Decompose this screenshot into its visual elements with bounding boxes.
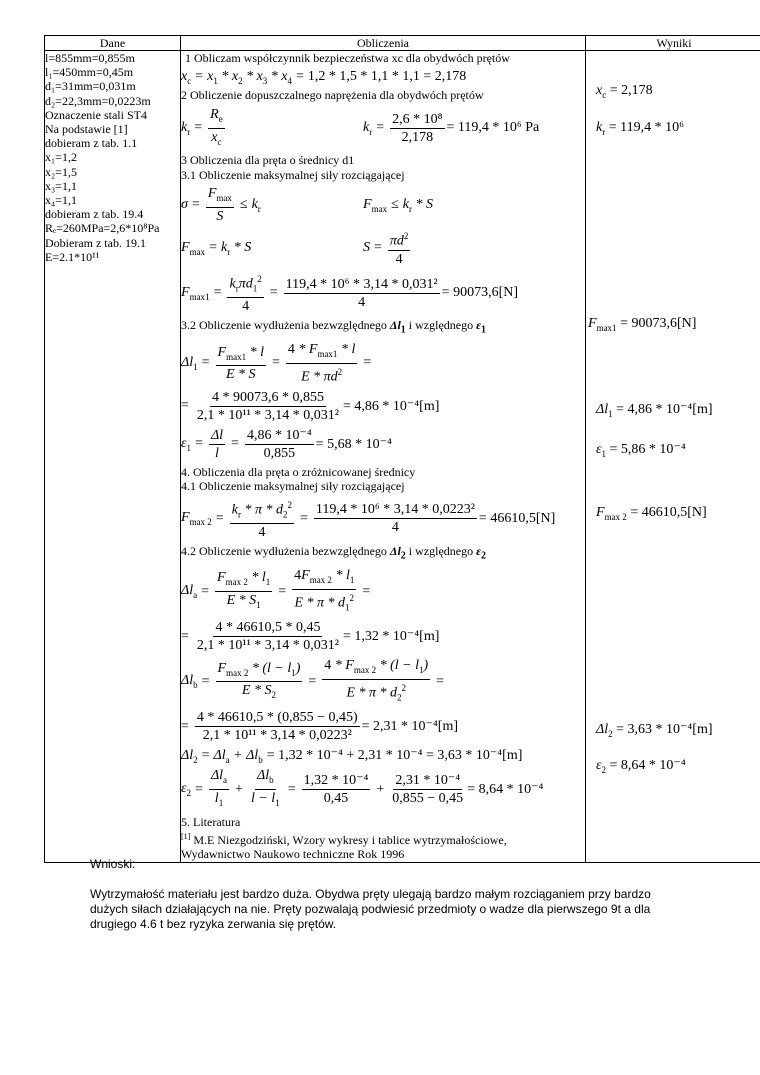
value-fmax1-result: = 90073,6[N] xyxy=(441,285,519,301)
result-e1: $\varepsilon_1 = 5,86 * 10^{-4}$ xyxy=(596,442,686,459)
result-fmax2: $F_{max 2} = 46610,5[N]$ xyxy=(596,505,707,522)
value-xc: 1,2 * 1,5 * 1,1 * 1,1 = 2,178 xyxy=(307,68,467,84)
dane-column xyxy=(45,51,181,863)
formula-dla: $\Delta l_a$ = $\frac{F_{max 2} * l_1}{E * S_1}$ = $\frac{4F_{max 2} * l_1}{E * \pi * d_1^2}$ = xyxy=(181,567,371,613)
header-obliczenia: Obliczenia xyxy=(181,36,586,51)
value-fmax1-num: 119,4 * 10⁶ * 3,14 * 0,031² xyxy=(285,276,438,292)
section-5-heading: 5. Literatura xyxy=(181,815,241,830)
literature-item: [1] M.E Niezgodziński, Wzory wykresy i tablice wytrzymałościowe, xyxy=(181,831,507,847)
section-4-1-heading: 4.1 Obliczenie maksymalnej siły rozciągającej xyxy=(181,479,405,494)
value-dla-den: 2,1 * 10¹¹ * 3,14 * 0,031² xyxy=(196,638,339,654)
value-dl1-result: = 4,86 * 10⁻⁴[m] xyxy=(343,398,440,414)
formula-dl2: $\Delta l_2$ = $\Delta l_a + \Delta l_b$ = 1,32 * 10⁻⁴ + 2,31 * 10⁻⁴ = 3,63 * 10⁻⁴[m] xyxy=(181,747,523,765)
formula-dl1-value: = $\frac{4 * 90073,6 * 0,855}{\text{2,1 * 10¹¹ * 3,14 * 0,031²}}$ = 4,86 * 10⁻⁴[m] xyxy=(181,389,440,423)
value-e2-d1: 0,45 xyxy=(323,791,349,807)
section-4-2-text: 4.2 Obliczenie wydłużenia bezwzględnego xyxy=(181,544,387,559)
value-dlb-num: 4 * 46610,5 * (0,855 − 0,45) xyxy=(196,710,358,726)
value-e1-num: 4,86 * 10⁻⁴ xyxy=(246,427,312,443)
section-3-heading: 3 Obliczenia dla pręta o średnicy d1 xyxy=(181,153,355,168)
table-header-row xyxy=(45,36,760,51)
formula-kr: $k_r$ = $\frac{R_e}{x_c}$ $k_r$ = $\frac{\text{2,6 * 10⁸}}{2,178}$ = 119,4 * 10⁶ Pa xyxy=(181,106,540,147)
value-e2-result: = 8,64 * 10⁻⁴ xyxy=(467,782,544,798)
value-dlb-den: 2,1 * 10¹¹ * 3,14 * 0,0223² xyxy=(202,728,352,744)
value-dla-num: 4 * 46610,5 * 0,45 xyxy=(215,620,321,636)
value-e2-n1: 1,32 * 10⁻⁴ xyxy=(303,773,369,789)
value-e1-den: 0,855 xyxy=(263,445,296,461)
result-xc: $x_c = 2,178$ xyxy=(596,83,653,100)
dane-line: x₁=1,2 xyxy=(45,150,77,165)
value-dlb-result: = 2,31 * 10⁻⁴[m] xyxy=(361,719,459,735)
formula-fmax-s: $F_{max}$ = $k_r$ * S S = $\frac{\pi d^2}{4}$ xyxy=(181,228,585,268)
result-kr: $k_r = 119,4 * 10^6$ xyxy=(596,120,684,137)
formula-dl1: $\Delta l_1$ = $\frac{F_{max1} * l}{E * S}$ = $\frac{4 * F_{max1} * l}{E * \pi d^2}$ = xyxy=(181,342,372,385)
value-fmax2-num: 119,4 * 10⁶ * 3,14 * 0,0223² xyxy=(315,502,475,518)
result-dl1: $\Delta l_1 = 4,86 * 10^{-4}[m]$ xyxy=(596,402,713,419)
dane-line: dobieram z tab. 1.1 xyxy=(45,136,138,151)
literature-item-publisher: Wydawnictwo Naukowo techniczne Rok 1996 xyxy=(181,847,405,862)
formula-dlb-value: = $\frac{4 * 46610,5 * (0,855 - 0,45)}{\text{2,1 * 10¹¹ * 3,14 * 0,0223²}}$ = 2,31 * 10⁻⁴[m] xyxy=(181,710,459,744)
conclusions xyxy=(90,857,670,947)
value-e2-d2: 0,855 − 0,45 xyxy=(392,791,464,807)
value-e1-result: = 5,68 * 10⁻⁴ xyxy=(315,436,392,452)
conclusions-title: Wnioski: xyxy=(90,857,136,871)
dane-line: Oznaczenie stali ST4 xyxy=(45,107,147,122)
result-dl2: $\Delta l_2 = 3,63 * 10^{-4}[m]$ xyxy=(596,722,713,739)
formula-sigma: σ = $\frac{F_{max}}{S}$ ≤ $k_r$ $F_{max}$ ≤ $k_r$ * S xyxy=(181,186,433,225)
section-4-heading: 4. Obliczenia dla pręta o zróżnicowanej średnicy xyxy=(181,464,416,479)
section-4-2-heading: 4.2 Obliczenie wydłużenia bezwzględnego $\Delta l_2$ i względnego $\varepsilon_2$ xyxy=(181,544,487,562)
section-3-2-heading: 3.2 Obliczenie wydłużenia bezwzględnego $\Delta l_1$ i względnego $\varepsilon_1$ xyxy=(181,318,487,336)
dane-line: dobieram z tab. 19.4 xyxy=(45,207,144,222)
dane-line: Na podstawie [1] xyxy=(45,122,128,137)
dane-line: E=2.1*10¹¹ xyxy=(45,249,100,264)
formula-fmax2: $F_{max 2}$ = $\frac{k_r * \pi * d_2^2}{4}$ = $\frac{\text{119,4 * 10⁶ * 3,14 * 0,0223²}}{4}$ = 46610,5[N] xyxy=(181,497,585,541)
header-wyniki: Wyniki xyxy=(586,36,760,51)
formula-e1: $\varepsilon_1$ = $\frac{\Delta l}{l}$ = $\frac{\text{4,86 * 10⁻⁴}}{0,855}$ = 5,68 * 10⁻⁴ xyxy=(181,427,392,461)
formula-e2: $\varepsilon_2$ = $\frac{\Delta l_a}{l_1}$ + $\frac{\Delta l_b}{l - l_1}$ = $\frac{\text{1,32 * 10⁻⁴}}{0,45}$ + $\frac{\text{2,31 * 10⁻⁴}}{0,855 - 0,45}$ = 8,64 * 10⁻⁴ xyxy=(181,768,544,809)
value-dla-result: = 1,32 * 10⁻⁴[m] xyxy=(343,629,440,645)
formula-xc: $x_c$ = $x_1 * x_2 * x_3 * x_4$ = 1,2 * 1,5 * 1,1 * 1,1 = 2,178 xyxy=(181,68,467,86)
result-fmax1: $F_{max1} = 90073,6[N]$ xyxy=(588,316,697,333)
dane-line: x₄=1,1 xyxy=(45,193,77,208)
value-dl1-den: 2,1 * 10¹¹ * 3,14 * 0,031² xyxy=(196,407,339,423)
formula-dlb: $\Delta l_b$ = $\frac{F_{max 2} * (l - l_1)}{E * S_2}$ = $\frac{4 * F_{max 2} * (l - l_1)}{E * \pi * d_2^2}$ = xyxy=(181,658,445,703)
conclusions-text: Wytrzymałość materiału jest bardzo duża. Obydwa pręty ulegają bardzo małym rozciąganiem przy bardzo dużych siłach działających na nie. Pręty pozwalają podwiesić przedmioty o wadze dla pierwszego 9t a dla drugiego 4.6 t bez ryzyka zerwania się prętów. xyxy=(90,887,651,931)
section-3-2-text: 3.2 Obliczenie wydłużenia bezwzględnego xyxy=(181,318,387,333)
dane-line: l=855mm=0,855m xyxy=(45,51,135,65)
dane-line: l₁=450mm=0,45m xyxy=(45,65,134,80)
section-4-2-text-b: i względnego xyxy=(408,544,474,559)
section-1-heading: 1 Obliczam współczynnik bezpieczeństwa xc dla obydwóch prętów xyxy=(185,51,510,65)
dane-line: Dobieram z tab. 19.1 xyxy=(45,235,146,250)
result-e2: $\varepsilon_2 = 8,64 * 10^{-4}$ xyxy=(596,758,686,775)
formula-fmax1: $F_{max1}$ = $\frac{k_r\pi d_1^2}{4}$ = $\frac{\text{119,4 * 10⁶ * 3,14 * 0,031²}}{4}$ = 90073,6[N] xyxy=(181,271,585,315)
formula-dla-value: = $\frac{4 * 46610,5 * 0,45}{\text{2,1 * 10¹¹ * 3,14 * 0,031²}}$ = 1,32 * 10⁻⁴[m] xyxy=(181,620,440,654)
value-e2-n2: 2,31 * 10⁻⁴ xyxy=(395,773,461,789)
dane-line: Rₑ=260MPa=2,6*10⁸Pa xyxy=(45,221,160,236)
header-dane: Dane xyxy=(45,36,181,51)
dane-line: x₃=1,1 xyxy=(45,178,77,193)
section-3-1-heading: 3.1 Obliczenie maksymalnej siły rozciągającej xyxy=(181,167,405,182)
dane-line: x₂=1,5 xyxy=(45,164,77,179)
value-kr-num: 2,6 * 10⁸ xyxy=(392,111,443,127)
dane-line: d₂=22,3mm=0,0223m xyxy=(45,93,151,108)
calculation-table xyxy=(44,35,760,863)
value-fmax2-result: = 46610,5[N] xyxy=(478,510,556,526)
literature-item-text: M.E Niezgodziński, Wzory wykresy i tablice wytrzymałościowe, xyxy=(193,832,507,847)
section-2-heading: 2 Obliczenie dopuszczalnego naprężenia dla obydwóch prętów xyxy=(181,88,484,103)
value-kr-result: = 119,4 * 10⁶ Pa xyxy=(446,120,540,136)
obliczenia-column xyxy=(181,51,586,863)
section-3-2-text-b: i względnego xyxy=(408,318,474,333)
dane-line: d₁=31mm=0,031m xyxy=(45,79,136,94)
wyniki-column xyxy=(586,51,760,863)
value-dl1-num: 4 * 90073,6 * 0,855 xyxy=(211,389,324,405)
value-kr-den: 2,178 xyxy=(401,129,434,145)
value-dl2: = 1,32 * 10⁻⁴ + 2,31 * 10⁻⁴ = 3,63 * 10⁻⁴[m] xyxy=(266,748,523,764)
table-body-row xyxy=(45,51,760,863)
